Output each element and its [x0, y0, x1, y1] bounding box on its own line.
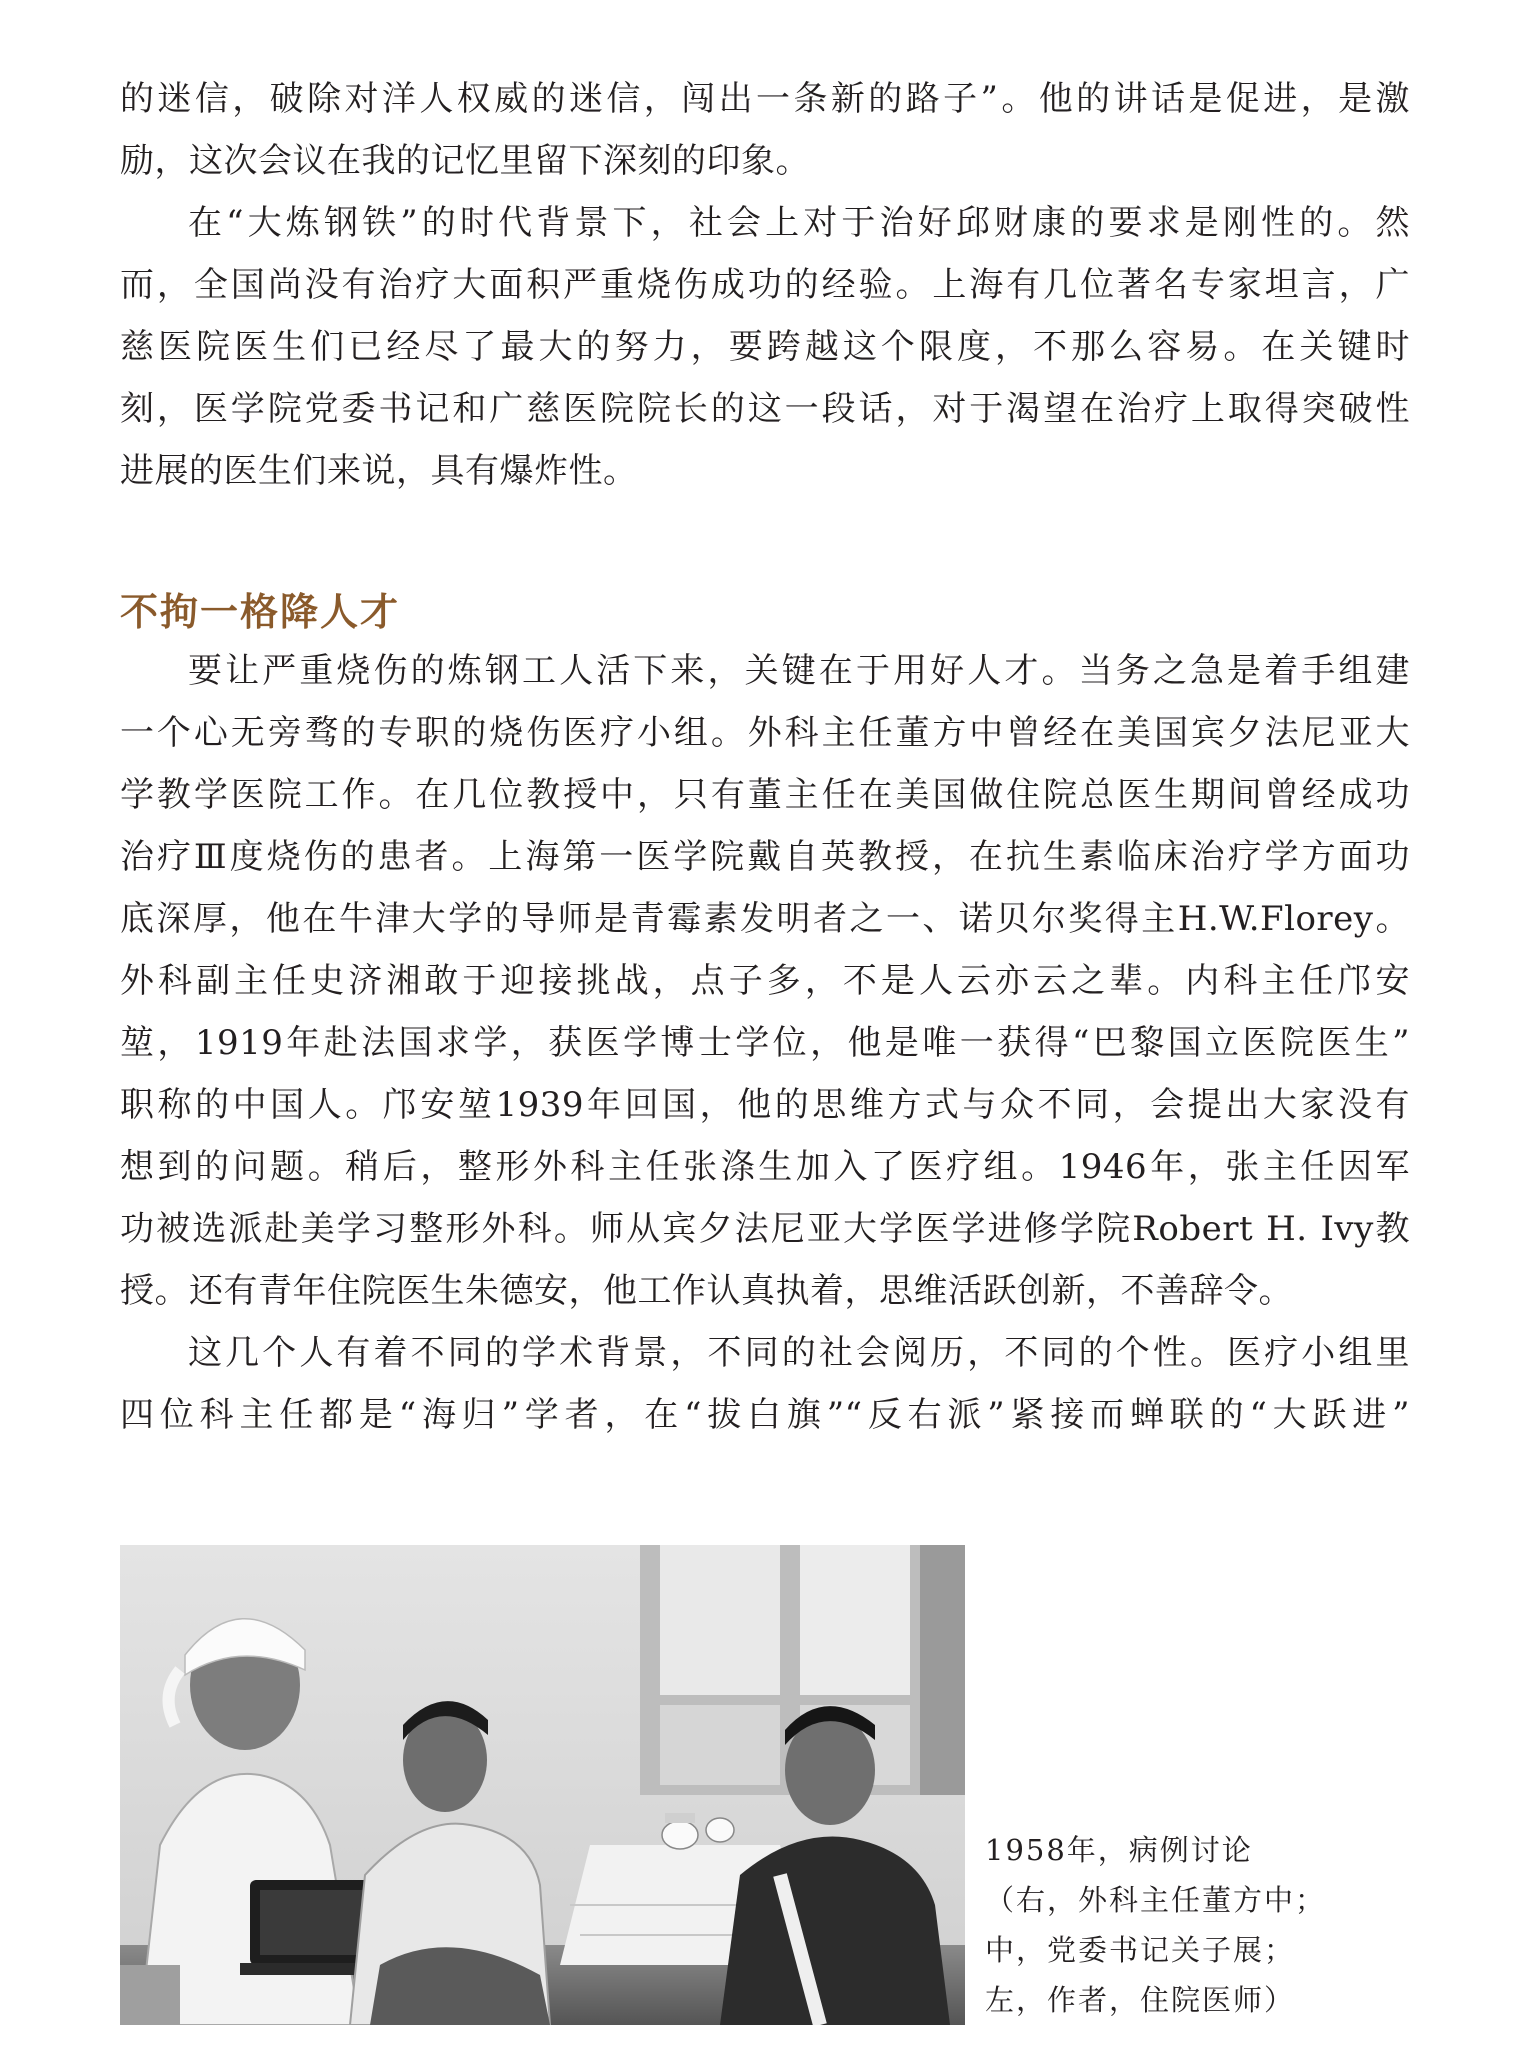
text-line: 要让严重烧伤的炼钢工人活下来，关键在于用好人才。当务之急是着手组建 — [188, 651, 1410, 691]
paragraph-3 — [120, 640, 1410, 1322]
text-line: 功被选派赴美学习整形外科。师从宾夕法尼亚大学医学进修学院Robert H. Ivy教 — [120, 1209, 1410, 1249]
text-line: 励，这次会议在我的记忆里留下深刻的印象。 — [120, 141, 810, 181]
text-line: 进展的医生们来说，具有爆炸性。 — [120, 451, 638, 491]
caption-line: 左，作者，住院医师） — [985, 1983, 1296, 2017]
text-line: 的迷信，破除对洋人权威的迷信，闯出一条新的路子”。他的讲话是促进，是激 — [120, 79, 1410, 119]
text-line: 职称的中国人。邝安堃1939年回国，他的思维方式与众不同，会提出大家没有 — [120, 1085, 1410, 1125]
text-line: 治疗Ⅲ度烧伤的患者。上海第一医学院戴自英教授，在抗生素临床治疗学方面功 — [120, 837, 1410, 877]
text-line: 这几个人有着不同的学术背景，不同的社会阅历，不同的个性。医疗小组里 — [188, 1333, 1410, 1373]
caption-line: 中，党委书记关子展； — [985, 1933, 1296, 1967]
text-line: 在“大炼钢铁”的时代背景下，社会上对于治好邱财康的要求是刚性的。然 — [188, 203, 1410, 243]
text-line: 慈医院医生们已经尽了最大的努力，要跨越这个限度，不那么容易。在关键时 — [120, 327, 1410, 367]
photo-caption — [985, 1825, 1365, 2025]
text-line: 底深厚，他在牛津大学的导师是青霉素发明者之一、诺贝尔奖得主H.W.Florey。 — [120, 899, 1410, 939]
section-heading: 不拘一格降人才 — [120, 589, 401, 634]
text-line: 刻，医学院党委书记和广慈医院院长的这一段话，对于渴望在治疗上取得突破性 — [120, 389, 1410, 429]
paragraph-4 — [120, 1322, 1410, 1446]
text-line: 而，全国尚没有治疗大面积严重烧伤成功的经验。上海有几位著名专家坦言，广 — [120, 265, 1410, 305]
text-line: 外科副主任史济湘敢于迎接挑战，点子多，不是人云亦云之辈。内科主任邝安 — [120, 961, 1410, 1001]
historical-photo — [120, 1545, 965, 2025]
text-line: 授。还有青年住院医生朱德安，他工作认真执着，思维活跃创新，不善辞令。 — [120, 1271, 1293, 1311]
caption-line: （右，外科主任董方中； — [985, 1883, 1327, 1917]
caption-line: 1958年，病例讨论 — [985, 1833, 1253, 1867]
text-line: 堃，1919年赴法国求学，获医学博士学位，他是唯一获得“巴黎国立医院医生” — [120, 1023, 1410, 1063]
text-line: 四位科主任都是“海归”学者，在“拔白旗”“反右派”紧接而蝉联的“大跃进” — [120, 1395, 1410, 1435]
text-line: 想到的问题。稍后，整形外科主任张涤生加入了医疗组。1946年，张主任因军 — [120, 1147, 1410, 1187]
paragraph-2 — [120, 192, 1410, 502]
paragraph-1 — [120, 68, 1410, 192]
text-line: 一个心无旁骛的专职的烧伤医疗小组。外科主任董方中曾经在美国宾夕法尼亚大 — [120, 713, 1410, 753]
text-line: 学教学医院工作。在几位教授中，只有董主任在美国做住院总医生期间曾经成功 — [120, 775, 1410, 815]
